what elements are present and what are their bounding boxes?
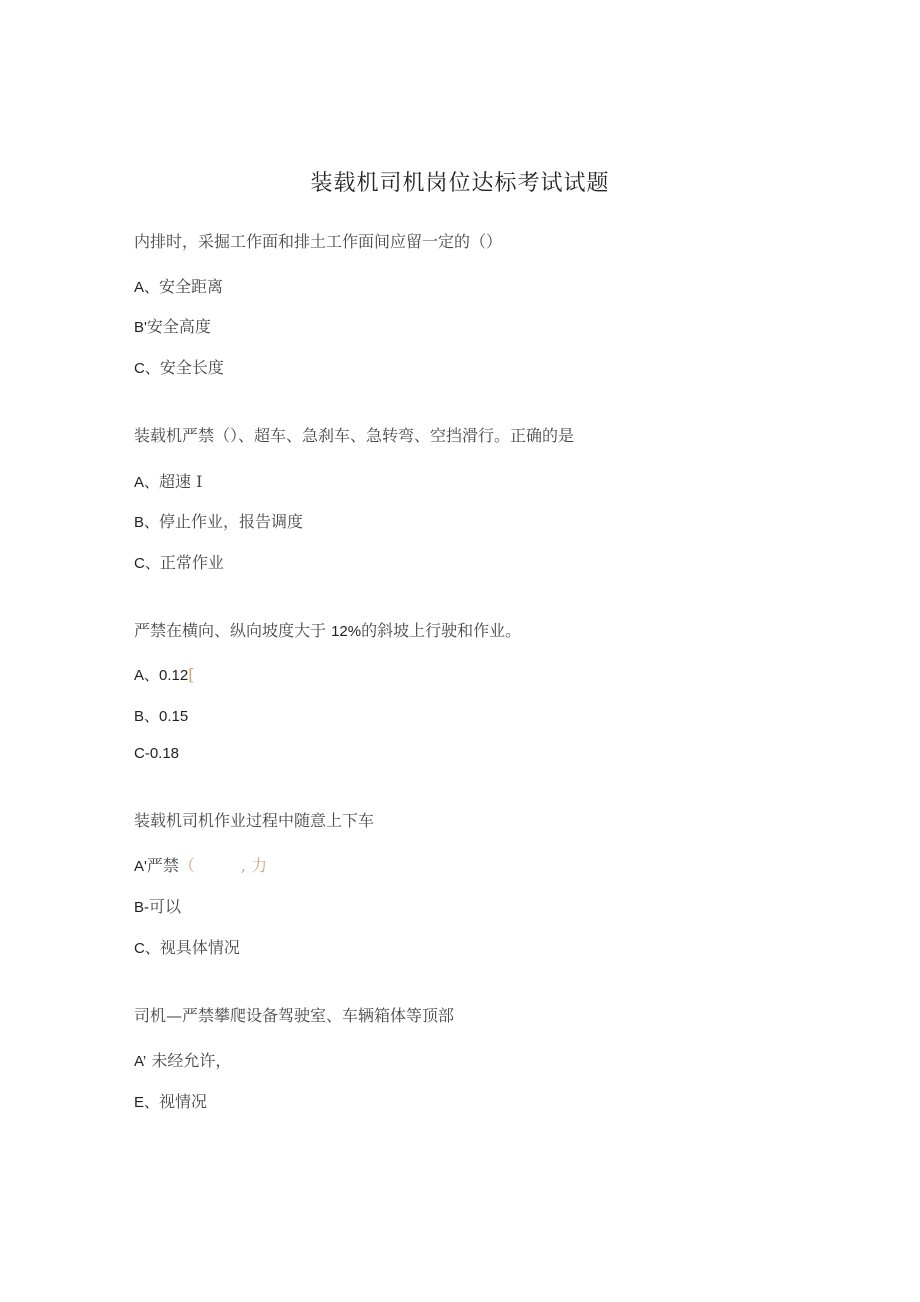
option-text: 停止作业，报告调度 [159,512,304,531]
option-prefix: B、 [134,708,160,725]
option-prefix: C、 [134,555,160,572]
stray-mark: , 力 [240,856,268,875]
option-prefix: B、 [134,514,160,531]
option-text: 视情况 [159,1092,208,1111]
question-2-option-a [134,469,202,492]
question-3-option-b [134,705,188,726]
question-3-option-a [134,664,194,685]
option-text: 未经允许， [146,1051,232,1070]
option-text: 安全长度 [159,358,224,377]
option-text: 安全高度 [146,317,211,336]
question-5-option-e [134,1089,207,1112]
question-4-option-c [134,935,240,958]
question-1-stem: 内排时，采掘工作面和排土工作面间应留一定的（） [134,232,503,251]
option-text: C-0.18 [134,745,180,762]
stray-mark: （ [178,856,195,875]
question-1-option-a [134,274,223,297]
option-prefix: B' [134,319,147,336]
option-prefix: A’ [134,1053,147,1070]
question-4-option-b [134,894,181,917]
option-text: 视具体情况 [159,938,240,957]
question-5-option-a [134,1048,231,1071]
option-prefix: C、 [134,360,160,377]
option-text: 可以 [149,897,182,916]
option-text: 0.12 [159,667,189,684]
question-2-stem: 装载机严禁（）、超车、急刹车、急转弯、空挡滑行。正确的是 [134,426,575,445]
option-text: 超速 I [159,472,203,491]
question-1-option-c [134,355,224,378]
question-4-option-a [134,853,267,876]
question-2-option-c [134,550,224,573]
option-text: 正常作业 [159,553,224,572]
question-3-stem [134,618,521,641]
stem-text: 的斜坡上行驶和作业。 [361,621,522,640]
option-prefix: E、 [134,1094,160,1111]
option-prefix: A、 [134,279,160,296]
option-text: 0.15 [159,708,189,725]
question-4-stem: 装载机司机作业过程中随意上下车 [134,811,375,830]
option-prefix: A、 [134,667,160,684]
option-text: 安全距离 [159,277,224,296]
option-prefix: B- [134,899,149,916]
option-prefix: C、 [134,940,160,957]
page-title: 装载机司机岗位达标考试试题 [310,171,610,196]
question-5-stem: 司机—严禁攀爬设备驾驶室、车辆箱体等顶部 [134,1006,455,1025]
stem-text: 严禁在横向、纵向坡度大于 [134,621,332,640]
question-1-option-b [134,314,211,337]
question-2-option-b [134,509,303,532]
stray-mark: [ [188,665,195,684]
stem-percent: 12% [331,623,362,640]
question-3-option-c [134,743,179,762]
option-prefix: A、 [134,474,160,491]
option-prefix: A' [134,858,147,875]
option-text: 严禁 [146,856,179,875]
